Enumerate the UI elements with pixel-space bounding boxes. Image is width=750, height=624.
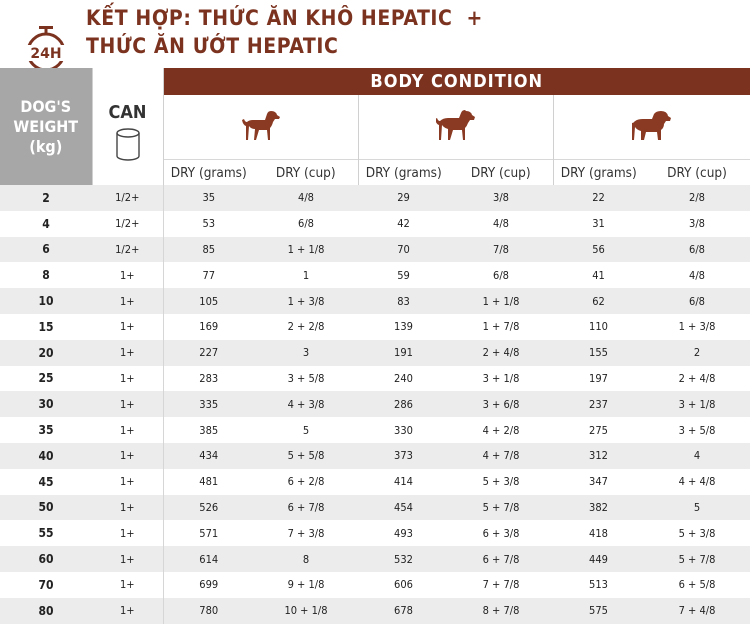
- dry-cup-cell: 8 + 7/8: [449, 598, 553, 624]
- can-cell: 1+: [92, 495, 163, 521]
- dry-grams-cell: 139: [358, 314, 449, 340]
- table-row: [0, 314, 750, 340]
- col-dry-cup: DRY (cup): [254, 160, 358, 186]
- weight-cell: 8: [0, 262, 92, 288]
- dry-grams-cell: 283: [163, 366, 254, 392]
- weight-cell: 2: [0, 185, 92, 211]
- dry-cup-cell: 5 + 5/8: [254, 443, 358, 469]
- table-row: [0, 598, 750, 624]
- dry-cup-cell: 4 + 3/8: [254, 391, 358, 417]
- dry-cup-cell: 4: [644, 443, 750, 469]
- can-column-header: [92, 68, 163, 185]
- dry-cup-cell: 6/8: [644, 288, 750, 314]
- dry-grams-cell: 434: [163, 443, 254, 469]
- dry-grams-cell: 77: [163, 262, 254, 288]
- table-row: [0, 366, 750, 392]
- dry-cup-cell: 6 + 7/8: [254, 495, 358, 521]
- can-cell: 1+: [92, 340, 163, 366]
- dry-grams-cell: 532: [358, 546, 449, 572]
- dry-cup-cell: 3: [254, 340, 358, 366]
- weight-cell: 15: [0, 314, 92, 340]
- ideal-dog-icon: [358, 95, 553, 160]
- body-condition-header: BODY CONDITION: [163, 68, 750, 95]
- dry-cup-cell: 9 + 1/8: [254, 572, 358, 598]
- dry-cup-cell: 8: [254, 546, 358, 572]
- weight-cell: 50: [0, 495, 92, 521]
- heavy-dog-icon: [553, 95, 750, 160]
- dry-cup-cell: 2: [644, 340, 750, 366]
- table-row: [0, 288, 750, 314]
- dry-grams-cell: 312: [553, 443, 644, 469]
- weight-cell: 45: [0, 469, 92, 495]
- dry-grams-cell: 42: [358, 211, 449, 237]
- table-row: [0, 520, 750, 546]
- dry-cup-cell: 3 + 6/8: [449, 391, 553, 417]
- can-cell: 1+: [92, 288, 163, 314]
- dry-cup-cell: 5: [254, 417, 358, 443]
- weight-cell: 25: [0, 366, 92, 392]
- weight-cell: 35: [0, 417, 92, 443]
- dry-grams-cell: 571: [163, 520, 254, 546]
- weight-cell: 6: [0, 237, 92, 263]
- dry-grams-cell: 780: [163, 598, 254, 624]
- dry-cup-cell: 2/8: [644, 185, 750, 211]
- dry-grams-cell: 227: [163, 340, 254, 366]
- clock-24h-icon: [17, 26, 75, 72]
- weight-cell: 20: [0, 340, 92, 366]
- dry-cup-cell: 6/8: [449, 262, 553, 288]
- dry-cup-cell: 1: [254, 262, 358, 288]
- dry-grams-cell: 614: [163, 546, 254, 572]
- col-dry-cup: DRY (cup): [449, 160, 553, 186]
- can-cell: 1/2+: [92, 185, 163, 211]
- dry-grams-cell: 493: [358, 520, 449, 546]
- title-plus: +: [466, 6, 483, 30]
- can-cell: 1+: [92, 417, 163, 443]
- weight-cell: 30: [0, 391, 92, 417]
- col-dry-grams: DRY (grams): [553, 160, 644, 186]
- dry-cup-cell: 3/8: [449, 185, 553, 211]
- dry-cup-cell: 1 + 7/8: [449, 314, 553, 340]
- dry-cup-cell: 7 + 7/8: [449, 572, 553, 598]
- dry-cup-cell: 2 + 2/8: [254, 314, 358, 340]
- dry-grams-cell: 191: [358, 340, 449, 366]
- dry-grams-cell: 83: [358, 288, 449, 314]
- dry-grams-cell: 347: [553, 469, 644, 495]
- dry-cup-cell: 5 + 3/8: [644, 520, 750, 546]
- feeding-table: [0, 68, 750, 624]
- dry-grams-cell: 85: [163, 237, 254, 263]
- dry-cup-cell: 6/8: [254, 211, 358, 237]
- can-cell: 1+: [92, 546, 163, 572]
- dry-cup-cell: 4/8: [254, 185, 358, 211]
- dry-cup-cell: 7 + 4/8: [644, 598, 750, 624]
- dry-grams-cell: 678: [358, 598, 449, 624]
- weight-cell: 4: [0, 211, 92, 237]
- weight-cell: 10: [0, 288, 92, 314]
- dry-grams-cell: 699: [163, 572, 254, 598]
- table-row: [0, 572, 750, 598]
- weight-cell: 60: [0, 546, 92, 572]
- weight-cell: 55: [0, 520, 92, 546]
- page-title-line2: THỨC ĂN ƯỚT HEPATIC: [86, 34, 339, 58]
- table-row: [0, 495, 750, 521]
- dry-cup-cell: 5 + 7/8: [644, 546, 750, 572]
- dry-cup-cell: 1 + 3/8: [254, 288, 358, 314]
- dry-grams-cell: 418: [553, 520, 644, 546]
- dry-grams-cell: 513: [553, 572, 644, 598]
- dry-grams-cell: 454: [358, 495, 449, 521]
- dry-cup-cell: 1 + 1/8: [254, 237, 358, 263]
- can-cell: 1+: [92, 391, 163, 417]
- can-cell: 1+: [92, 314, 163, 340]
- dry-grams-cell: 22: [553, 185, 644, 211]
- dry-cup-cell: 6 + 5/8: [644, 572, 750, 598]
- dry-cup-cell: 1 + 3/8: [644, 314, 750, 340]
- can-cell: 1/2+: [92, 237, 163, 263]
- dry-grams-cell: 373: [358, 443, 449, 469]
- can-cell: 1+: [92, 443, 163, 469]
- dry-grams-cell: 286: [358, 391, 449, 417]
- dry-grams-cell: 105: [163, 288, 254, 314]
- can-cell: 1/2+: [92, 211, 163, 237]
- can-cell: 1+: [92, 469, 163, 495]
- dry-cup-cell: 6/8: [644, 237, 750, 263]
- dry-grams-cell: 237: [553, 391, 644, 417]
- table-row: [0, 546, 750, 572]
- dry-grams-cell: 70: [358, 237, 449, 263]
- dry-cup-cell: 5: [644, 495, 750, 521]
- can-cell: 1+: [92, 262, 163, 288]
- can-cell: 1+: [92, 366, 163, 392]
- dry-grams-cell: 59: [358, 262, 449, 288]
- dry-cup-cell: 3 + 5/8: [644, 417, 750, 443]
- table-row: [0, 211, 750, 237]
- dry-grams-cell: 53: [163, 211, 254, 237]
- dry-grams-cell: 41: [553, 262, 644, 288]
- dry-grams-cell: 31: [553, 211, 644, 237]
- lean-dog-icon: [163, 95, 358, 160]
- can-cell: 1+: [92, 572, 163, 598]
- dry-cup-cell: 3 + 1/8: [644, 391, 750, 417]
- dry-cup-cell: 4/8: [449, 211, 553, 237]
- dry-grams-cell: 29: [358, 185, 449, 211]
- weight-cell: 80: [0, 598, 92, 624]
- dry-cup-cell: 10 + 1/8: [254, 598, 358, 624]
- table-row: [0, 237, 750, 263]
- can-cell: 1+: [92, 598, 163, 624]
- dry-grams-cell: 169: [163, 314, 254, 340]
- table-row: [0, 417, 750, 443]
- weight-cell: 70: [0, 572, 92, 598]
- dry-grams-cell: 385: [163, 417, 254, 443]
- dry-grams-cell: 335: [163, 391, 254, 417]
- dry-cup-cell: 2 + 4/8: [644, 366, 750, 392]
- dry-grams-cell: 481: [163, 469, 254, 495]
- dry-cup-cell: 5 + 7/8: [449, 495, 553, 521]
- dry-grams-cell: 240: [358, 366, 449, 392]
- dry-grams-cell: 414: [358, 469, 449, 495]
- can-cell: 1+: [92, 520, 163, 546]
- dry-grams-cell: 56: [553, 237, 644, 263]
- weight-cell: 40: [0, 443, 92, 469]
- dry-grams-cell: 35: [163, 185, 254, 211]
- dry-grams-cell: 110: [553, 314, 644, 340]
- table-row: [0, 391, 750, 417]
- dry-grams-cell: 155: [553, 340, 644, 366]
- dry-cup-cell: 3 + 1/8: [449, 366, 553, 392]
- can-icon: [114, 127, 142, 163]
- page-title-line1: KẾT HỢP: THỨC ĂN KHÔ HEPATIC +: [86, 6, 483, 30]
- dry-grams-cell: 606: [358, 572, 449, 598]
- dry-grams-cell: 62: [553, 288, 644, 314]
- table-row: [0, 469, 750, 495]
- table-row: [0, 443, 750, 469]
- table-row: [0, 185, 750, 211]
- dry-cup-cell: 6 + 3/8: [449, 520, 553, 546]
- badge-24h: 24H: [30, 46, 62, 62]
- col-dry-grams: DRY (grams): [163, 160, 254, 186]
- dry-cup-cell: 4 + 2/8: [449, 417, 553, 443]
- dry-grams-cell: 526: [163, 495, 254, 521]
- dry-grams-cell: 575: [553, 598, 644, 624]
- dry-cup-cell: 7 + 3/8: [254, 520, 358, 546]
- col-dry-grams: DRY (grams): [358, 160, 449, 186]
- dry-grams-cell: 382: [553, 495, 644, 521]
- dry-cup-cell: 7/8: [449, 237, 553, 263]
- dry-cup-cell: 5 + 3/8: [449, 469, 553, 495]
- dry-cup-cell: 4/8: [644, 262, 750, 288]
- dry-cup-cell: 2 + 4/8: [449, 340, 553, 366]
- dry-grams-cell: 275: [553, 417, 644, 443]
- dry-cup-cell: 1 + 1/8: [449, 288, 553, 314]
- dry-grams-cell: 330: [358, 417, 449, 443]
- dry-cup-cell: 6 + 2/8: [254, 469, 358, 495]
- can-label: CAN: [108, 102, 147, 123]
- dry-cup-cell: 6 + 7/8: [449, 546, 553, 572]
- table-row: [0, 340, 750, 366]
- dry-cup-cell: 4 + 4/8: [644, 469, 750, 495]
- dry-grams-cell: 197: [553, 366, 644, 392]
- dry-grams-cell: 449: [553, 546, 644, 572]
- dry-cup-cell: 4 + 7/8: [449, 443, 553, 469]
- col-dry-cup: DRY (cup): [644, 160, 750, 186]
- dry-cup-cell: 3/8: [644, 211, 750, 237]
- weight-column-header: DOG'S WEIGHT (kg): [0, 68, 92, 185]
- dry-cup-cell: 3 + 5/8: [254, 366, 358, 392]
- table-row: [0, 262, 750, 288]
